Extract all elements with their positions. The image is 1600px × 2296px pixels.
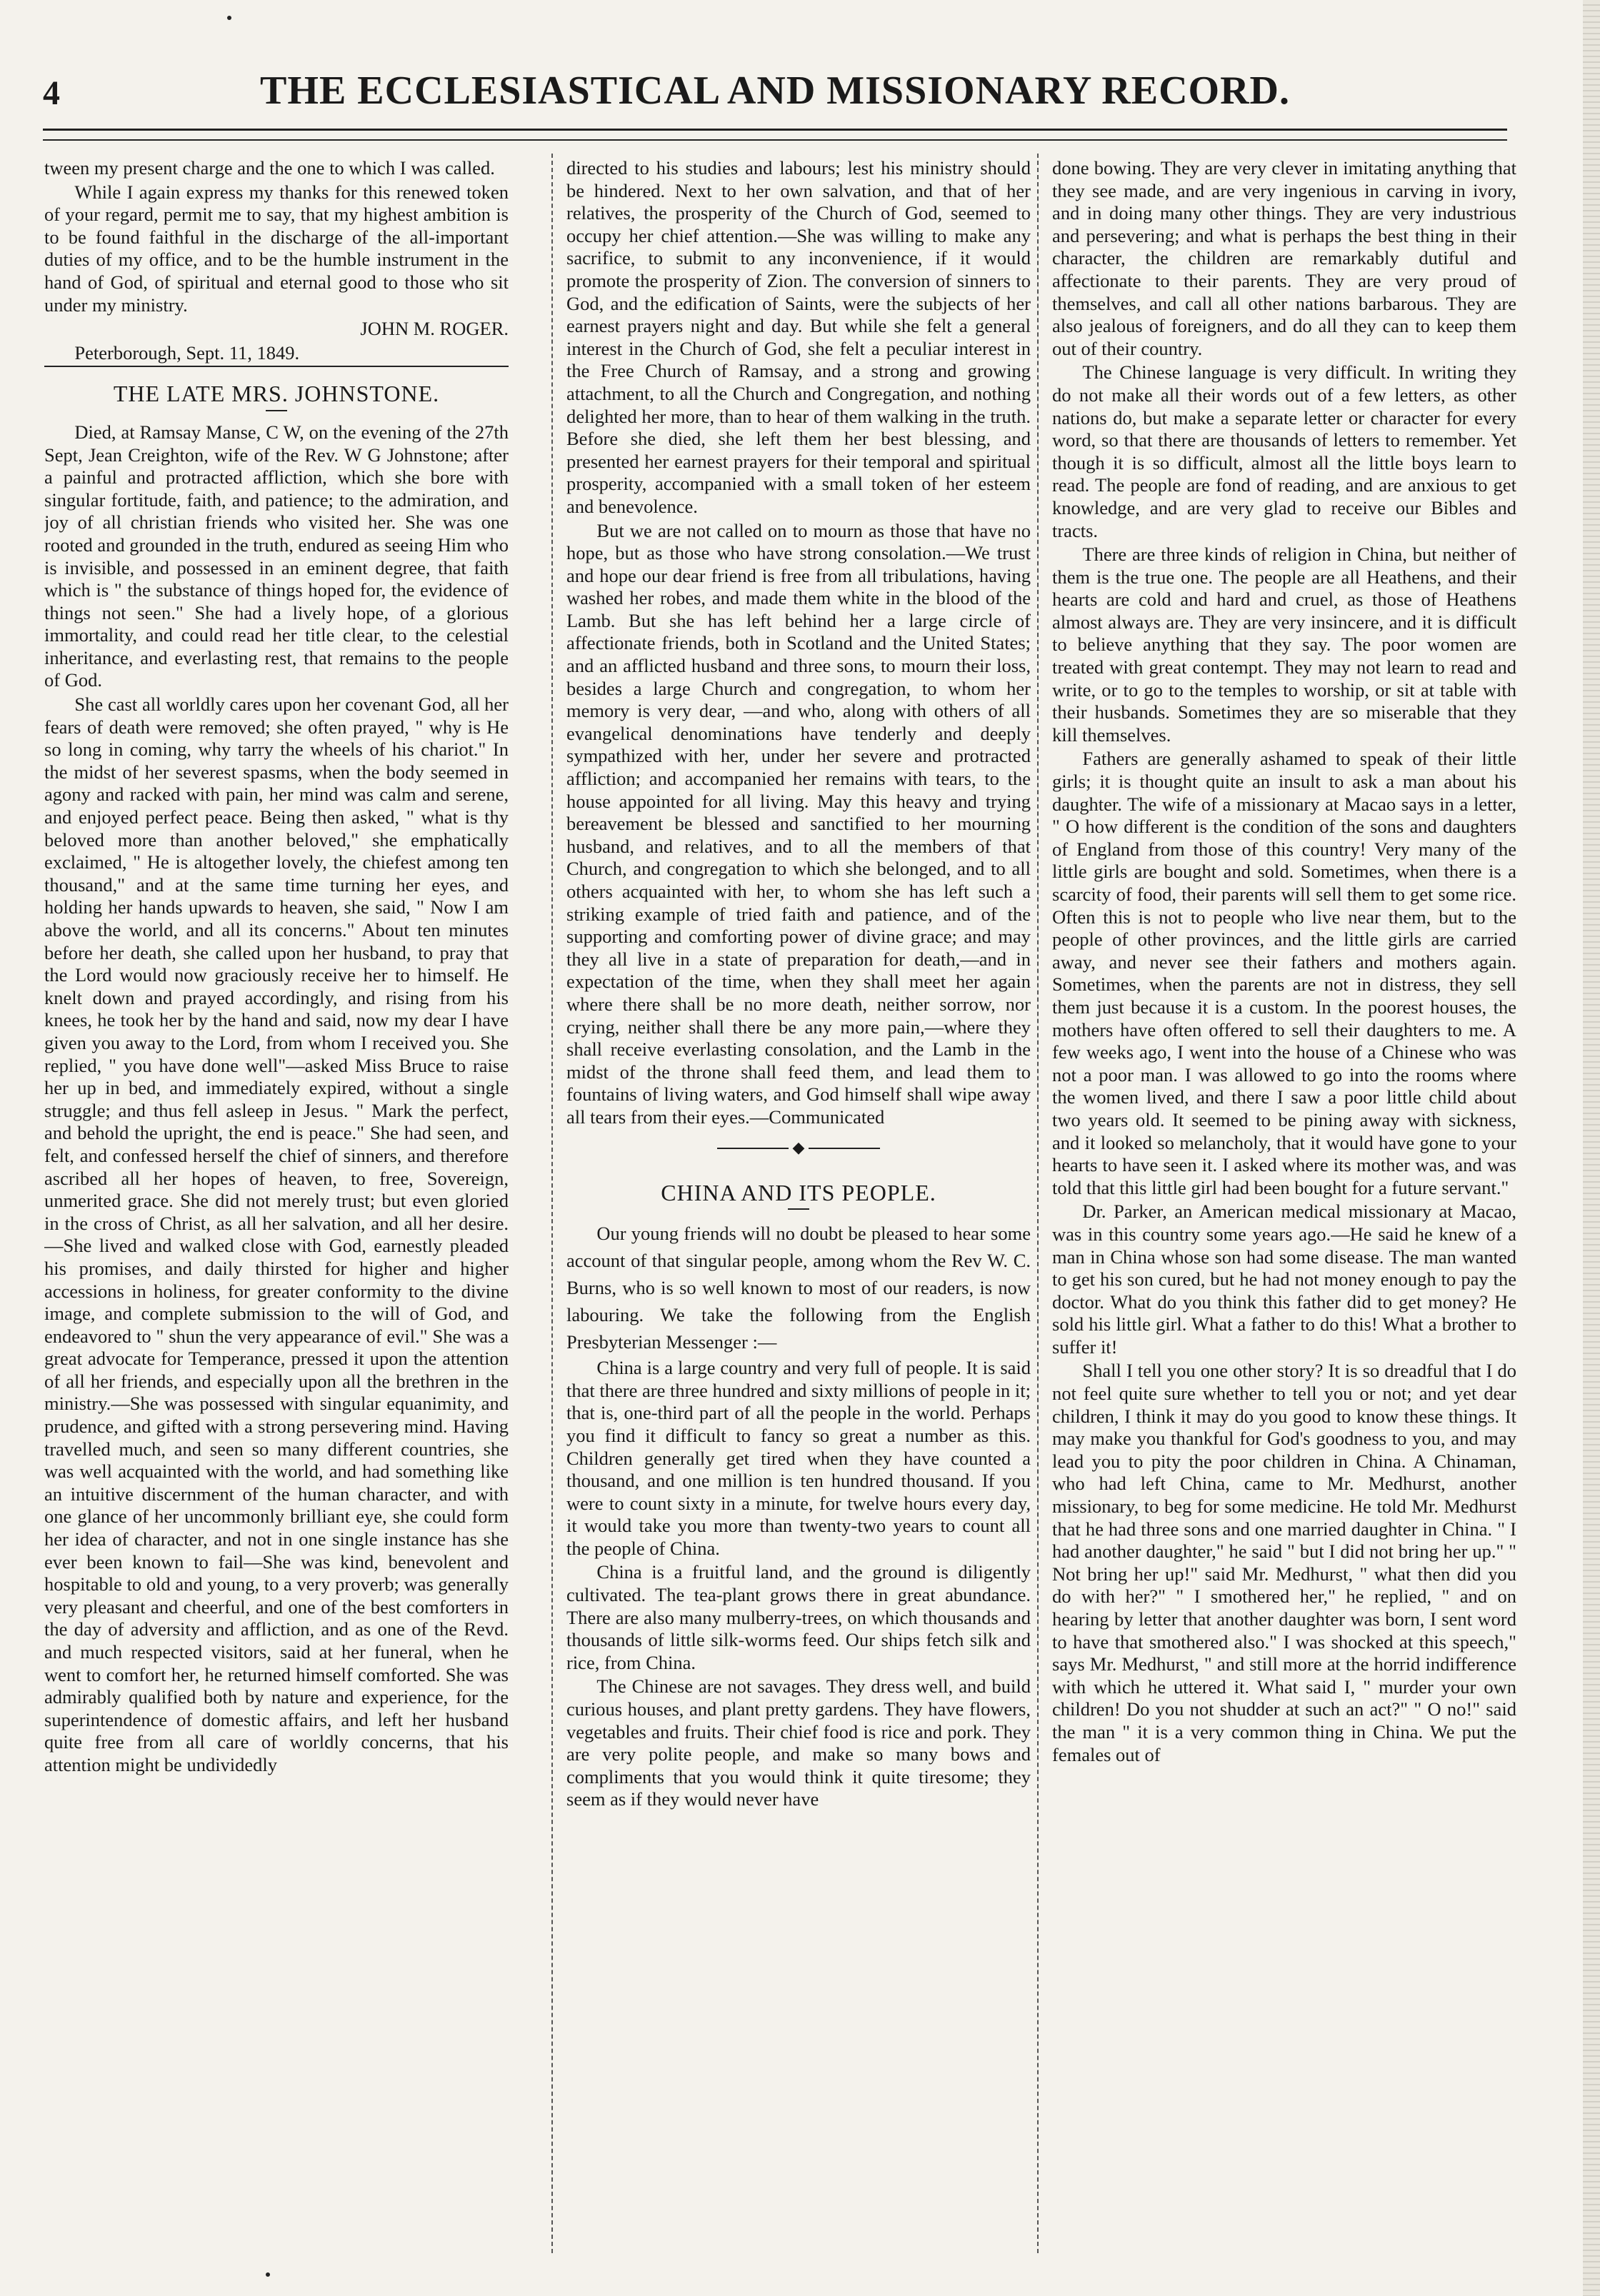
column-1 <box>44 157 509 2242</box>
paragraph: China is a fruitful land, and the ground is diligently cultivated. The tea-plant grows there in great abundance. There are also many mulberry-trees, on which thousands and thousands of little silk-worms feed. Our ships fetch silk and rice, from China. <box>566 1561 1031 1673</box>
paragraph: The Chinese are not savages. They dress well, and build curious houses, and plant pretty gardens. They have flowers, vegetables and fruits. Their chief food is rice and pork. They are very polite people, and make so many bows and compliments that you would think it quite tiresome; they seem as if they would never have <box>566 1675 1031 1810</box>
binding-edge <box>1583 0 1600 2296</box>
speck <box>266 2272 270 2277</box>
paragraph: Dr. Parker, an American medical missionary at Macao, was in this country some years ago.—He said he knew of a man in China whose son had some disease. The man wanted to get his son cured, but he had not money enough to pay the doctor. What do you think this father did to get money? He sold his little girl. What a father to do this! What a brother to suffer it! <box>1052 1200 1516 1358</box>
paragraph: Shall I tell you one other story? It is so dreadful that I do not feel quite sure whether to tell you or not; and yet dear children, I think it may do you good to know these things. It may make you thankful for God's goodness to you, and may lead you to pity the poor children in China. A Chinaman, who had left China, came to Mr. Medhurst, another missionary, to beg for some medicine. He told Mr. Medhurst that he had three sons and one married daughter in China. " I had another daughter," he said " but I did not bring her up." " Not bring her up!" said Mr. Medhurst, " what then did you do with her?" " I smothered her," he replied, " and on hearing by letter that another daughter was born, I sent word to have that smothered also." I was shocked at this speech," says Mr. Medhurst, " and still more at the horrid indifference with which he uttered it. What said I, " murder your own children! Do you not shudder at such an act?" " O no!" said the man " it is a very common thing in China. We put the females out of <box>1052 1360 1516 1765</box>
column-3 <box>1052 157 1516 2242</box>
paragraph: directed to his studies and labours; lest his ministry should be hindered. Next to her own salvation, and that of her relatives, the prosperity of the Church of God, seemed to occupy her chief attention.—She was willing to make any sacrifice, to submit to any inconvenience, if it would promote the prosperity of Zion. The conversion of sinners to God, and the edification of Saints, were the subjects of her earnest prayers night and day. But while she felt a general interest in the Church of God, she felt a peculiar interest in the Free Church of Ramsay, and a strong and growing attachment, to all the Church and Congregation, and nothing delighted her more, than to hear of them walking in the truth. Before she died, she left them her best blessing, and presented her earnest prayers for their temporal and spiritual prosperity, accompanied with a small token of her esteem and benevolence. <box>566 157 1031 517</box>
column-2 <box>566 157 1031 2242</box>
place-date: Peterborough, Sept. 11, 1849. <box>74 341 300 364</box>
column-divider <box>551 154 553 2253</box>
signature: JOHN M. ROGER. <box>360 318 509 340</box>
page-number: 4 <box>43 74 60 112</box>
masthead-title: THE ECCLESIASTICAL AND MISSIONARY RECORD. <box>260 69 1290 113</box>
intro-paragraph: Our young friends will no doubt be pleased to hear some account of that singular people, among whom the Rev W. C. Burns, who is so well known to most of our readers, is now labouring. We take the following from the English Presbyterian Messenger :— <box>566 1223 1031 1353</box>
paragraph: The Chinese language is very difficult. In writing they do not make all their words out of a few letters, as other nations do, but make a separate letter or character for every word, so that there are thousands of letters to remember. Yet though it is so difficult, almost all the little boys learn to read. The people are fond of reading, and are anxious to get knowledge, and are very glad to receive our Bibles and tracts. <box>1052 361 1516 541</box>
paragraph: Died, at Ramsay Manse, C W, on the evening of the 27th Sept, Jean Creighton, wife of the Rev. W G Johnstone; after a painful and protracted affliction, which she bore with singular fortitude, faith, and patience; to the admiration, and joy of all christian friends who visited her. She was one rooted and grounded in the truth, endured as seeing Him who is invisible, and possessed in an eminent degree, that faith which is " the substance of things hoped for, the evidence of things not seen." She had a lively hope, of a glorious immortality, and could read her title clear, to the celestial inheritance, and everlasting rest, that remains to the people of God. <box>44 421 509 691</box>
article-heading: CHINA AND ITS PEOPLE. <box>661 1179 936 1205</box>
heading-dash <box>266 410 287 411</box>
column-divider <box>1037 154 1039 2253</box>
heading-dash <box>788 1208 809 1210</box>
page-header <box>43 68 1507 125</box>
section-ornament: ◆ <box>566 1139 1031 1156</box>
paragraph: tween my present charge and the one to which I was called. <box>44 157 495 179</box>
paragraph: But we are not called on to mourn as those that have no hope, but as those who have strong consolation.—We trust and hope our dear friend is free from all tribulations, having washed her robes, and made them white in the blood of the Lamb. But she has left behind her a large circle of affectionate friends, both in Scotland and the United States; and an afflicted husband and three sons, to mourn their loss, besides a large Church and congregation, to whom her memory is very dear, —and who, along with others of all evangelical denominations have tenderly and deeply sympathized with her, under her severe and protracted affliction; and accompanied her remains with tears, to the house appointed for all living. May this heavy and trying bereavement be blessed and sanctified to her mourning husband, and relatives, and to all the members of that Church, and congregation to which she belonged, and to all others acquainted with her, to whom she has left such a striking example of tried faith and patience, and of the supporting and comforting power of divine grace; and may they all live in a state of preparation for death,—and in expectation of the time, when they shall meet her again where there shall be no more death, neither sorrow, nor crying, neither shall there be any more pain,—where they shall receive everlasting consolation, and the Lamb in the midst of the throne shall feed them, and lead them to fountains of living waters, and God himself shall wipe away all tears from their eyes.—Communicated <box>566 519 1031 1128</box>
paragraph: China is a large country and very full of people. It is said that there are three hundred and sixty millions of people in it; that is, one-third part of all the people in the world. Perhaps you find it difficult to fancy so great a number as this. Children generally get tired when they have counted a thousand, and one million is ten hundred thousand. If you were to count sixty in a minute, for twelve hours every day, it would take you more than twenty-two years to count all the people of China. <box>566 1357 1031 1559</box>
paragraph: While I again express my thanks for this renewed token of your regard, permit me to say, that my highest ambition is to be found faithful in the discharge of the all-important duties of my office, and to be the humble instrument in the hand of God, of spiritual and eternal good to those who sit under my ministry. <box>44 181 509 316</box>
paragraph: done bowing. They are very clever in imitating anything that they see made, and are very ingenious in carving in ivory, and in doing many other things. They are very industrious and persevering; and what is perhaps the best thing in their character, the children are remarkably dutiful and affectionate to their parents. They are very proud of themselves, and call all other nations barbarous. They are also jealous of foreigners, and do all they can to keep them out of their country. <box>1052 157 1516 359</box>
article-heading: THE LATE MRS. JOHNSTONE. <box>113 381 440 407</box>
paragraph: There are three kinds of religion in China, but neither of them is the true one. The people are all Heathens, and their hearts are cold and hard and cruel, as those of Heathens almost always are. They are very insincere, and it is difficult to believe anything that they say. The poor women are treated with great contempt. They may not learn to read and write, or to go to the temples to worship, or sit at table with their husbands. Sometimes they are so miserable that they kill themselves. <box>1052 543 1516 746</box>
paragraph: She cast all worldly cares upon her covenant God, all her fears of death were removed; she often prayed, " why is He so long in coming, why tarry the wheels of his chariot." In the midst of her severest spasms, when the body seemed in agony and racked with pain, her mind was calm and serene, and enjoyed perfect peace. Being then asked, " what is thy beloved more than another beloved," she emphatically exclaimed, " He is altogether lovely, the chiefest among ten thousand," and at the same time turning her eyes, and holding her hands upwards to heaven, she said, " Now I am above the world, and all its concerns." About ten minutes before her death, she called upon her husband, to pray that the Lord would now graciously receive her to himself. He knelt down and prayed accordingly, and rising from his knees, he took her by the hand and said, now my dear I have given you away to the Lord, from whom I received you. She replied, " you have done well"—asked Miss Bruce to raise her up in bed, and immediately expired, without a single struggle; and thus fell asleep in Jesus. " Mark the perfect, and behold the upright, the end is peace." She had seen, and felt, and confessed herself the chief of sinners, and therefore ascribed all her hopes of heaven, to free, Sovereign, unmerited grace. She did not merely trust; but even gloried in the cross of Christ, as all her salvation, and all her desire.—She lived and walked close with God, earnestly pleaded his promises, and daily thirsted for higher and higher accessions in holiness, for greater conformity to the divine image, and complete submission to the will of God, and endeavored to " shun the very appearance of evil." She was a great advocate for Temperance, pressed it upon the attention of all her friends, and especially upon all the brethren in the ministry.—She was possessed with singular equanimity, and prudence, and gifted with a strong persevering mind. Having travelled much, and seen so many different countries, she was well acquainted with the world, and had something like an intuitive discernment of the human character, and with one glance of her uncommonly brilliant eye, she could form her idea of character, and not in one single instance has she ever been known to fail—She was kind, benevolent and hospitable to old and young, to a very proverb; was generally very pleasant and cheerful, and one of the best comforters in the day of adversity and affliction, and as one of the Revd. and much respected visitors, said at her funeral, when he went to comfort her, he returned himself comforted. She was admirably qualified both by nature and experience, for the superintendence of domestic affairs, and left her husband quite free from all care of worldly concerns, that his attention might be undividedly <box>44 693 509 1775</box>
paragraph: Fathers are generally ashamed to speak of their little girls; it is thought quite an insult to ask a man about his daughter. The wife of a missionary at Macao says in a letter, " O how different is the condition of the sons and daughters of England from those of this country! Very many of the little girls are bought and sold. Sometimes, when there is a scarcity of food, their parents will sell them to get some rice. Often this is not to people who live near them, but to the people of other provinces, and the little girls are carried away, and never see their fathers and mothers again. Sometimes, when the parents are not in distress, they sell them just because it is a custom. In the poorest houses, the mothers have often offered to sell their daughters to me. A few weeks ago, I went into the house of a Chinese who was not a poor man. I was allowed to go into the rooms where the women lived, and there I saw a poor little child about two years old. It seemed to be pining away with sickness, and it looked so melancholy, that it would have gone to your hearts to have seen it. I asked where its mother was, and was told that this little girl had been bought for a future servant." <box>1052 748 1516 1198</box>
section-rule <box>44 366 509 367</box>
header-rule <box>43 129 1507 141</box>
speck <box>227 16 231 20</box>
